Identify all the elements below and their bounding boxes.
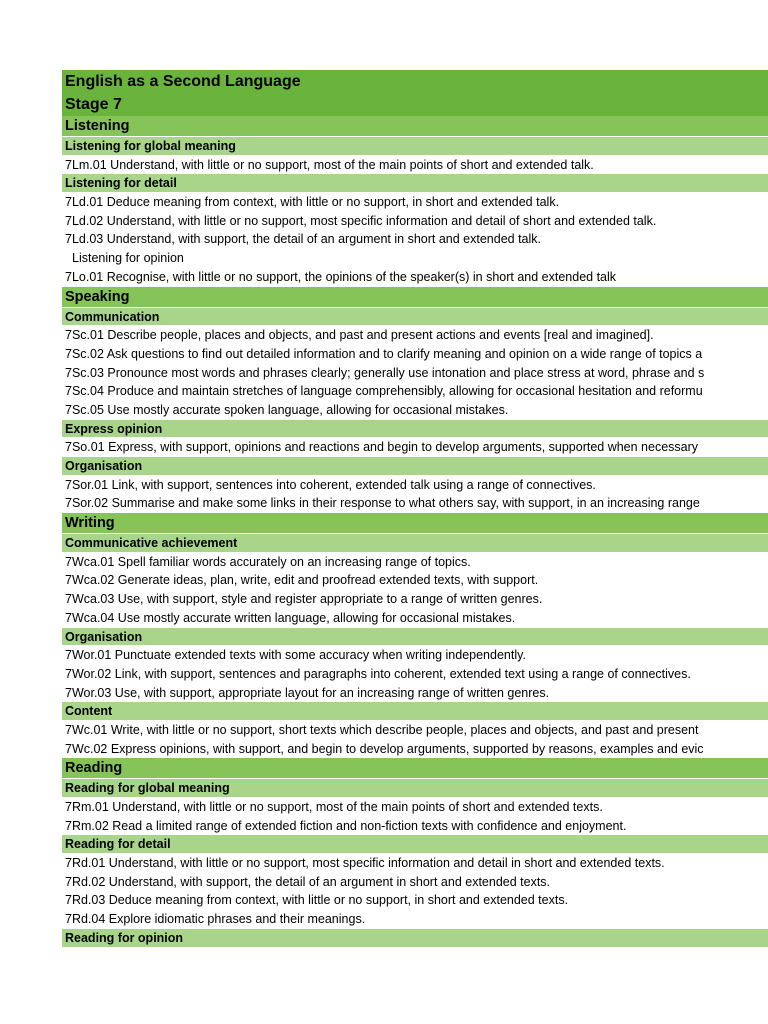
list-item: 7Wor.01 Punctuate extended texts with some accuracy when writing independently. [62,646,768,665]
list-item: 7Sc.05 Use mostly accurate spoken language, allowing for occasional mistakes. [62,401,768,420]
sheet-rows [62,116,768,948]
curriculum-sheet [62,70,768,948]
list-item: 7Sc.04 Produce and maintain stretches of language comprehensibly, allowing for occasional hesitation and reformu [62,382,768,401]
subsection-header: Communication [62,308,768,327]
subsection-header: Content [62,702,768,721]
list-item: 7Rm.01 Understand, with little or no support, most of the main points of short and extended texts. [62,798,768,817]
list-item: 7Rd.01 Understand, with little or no support, most specific information and detail in short and extended texts. [62,854,768,873]
list-item: 7Lm.01 Understand, with little or no support, most of the main points of short and extended talk. [62,156,768,175]
subsection-header: Organisation [62,457,768,476]
list-item: 7Wca.04 Use mostly accurate written language, allowing for occasional mistakes. [62,609,768,628]
list-item: 7Wor.02 Link, with support, sentences and paragraphs into coherent, extended text using a range of connectives. [62,665,768,684]
list-item: 7Sc.02 Ask questions to find out detailed information and to clarify meaning and opinion on a wide range of topics a [62,345,768,364]
sheet-stage: Stage 7 [62,93,768,116]
list-item: 7Lo.01 Recognise, with little or no support, the opinions of the speaker(s) in short and extended talk [62,268,768,287]
list-item: 7Ld.02 Understand, with little or no support, most specific information and detail of short and extended talk. [62,212,768,231]
subsection-header: Reading for global meaning [62,779,768,798]
sheet-title: English as a Second Language [62,70,768,93]
list-item: 7Wor.03 Use, with support, appropriate layout for an increasing range of written genres. [62,684,768,703]
subsection-header: Reading for opinion [62,929,768,948]
list-item: 7Wca.02 Generate ideas, plan, write, edit and proofread extended texts, with support. [62,571,768,590]
list-item: 7Sor.02 Summarise and make some links in their response to what others say, with support, in an increasing range [62,494,768,513]
subsection-header: Organisation [62,628,768,647]
list-item: 7Rd.04 Explore idiomatic phrases and their meanings. [62,910,768,929]
list-item: 7Wca.01 Spell familiar words accurately on an increasing range of topics. [62,553,768,572]
subsection-header: Reading for detail [62,835,768,854]
section-header: Listening [62,116,768,137]
list-item: 7So.01 Express, with support, opinions and reactions and begin to develop arguments, supported when necessary [62,438,768,457]
section-header: Writing [62,513,768,534]
section-header: Reading [62,758,768,779]
list-item: 7Ld.01 Deduce meaning from context, with little or no support, in short and extended talk. [62,193,768,212]
list-item: 7Rd.03 Deduce meaning from context, with little or no support, in short and extended texts. [62,891,768,910]
list-item: 7Rm.02 Read a limited range of extended fiction and non-fiction texts with confidence and enjoyment. [62,817,768,836]
list-item: Listening for opinion [62,249,768,268]
list-item: 7Wc.02 Express opinions, with support, and begin to develop arguments, supported by reasons, examples and evic [62,740,768,759]
subsection-header: Listening for global meaning [62,137,768,156]
subsection-header: Listening for detail [62,174,768,193]
list-item: 7Sor.01 Link, with support, sentences into coherent, extended talk using a range of connectives. [62,476,768,495]
list-item: 7Wc.01 Write, with little or no support, short texts which describe people, places and objects, and past and present [62,721,768,740]
list-item: 7Rd.02 Understand, with support, the detail of an argument in short and extended texts. [62,873,768,892]
list-item: 7Wca.03 Use, with support, style and register appropriate to a range of written genres. [62,590,768,609]
list-item: 7Sc.03 Pronounce most words and phrases clearly; generally use intonation and place stress at word, phrase and s [62,364,768,383]
subsection-header: Express opinion [62,420,768,439]
list-item: 7Ld.03 Understand, with support, the detail of an argument in short and extended talk. [62,230,768,249]
list-item: 7Sc.01 Describe people, places and objects, and past and present actions and events [real and imagined]. [62,326,768,345]
section-header: Speaking [62,287,768,308]
subsection-header: Communicative achievement [62,534,768,553]
